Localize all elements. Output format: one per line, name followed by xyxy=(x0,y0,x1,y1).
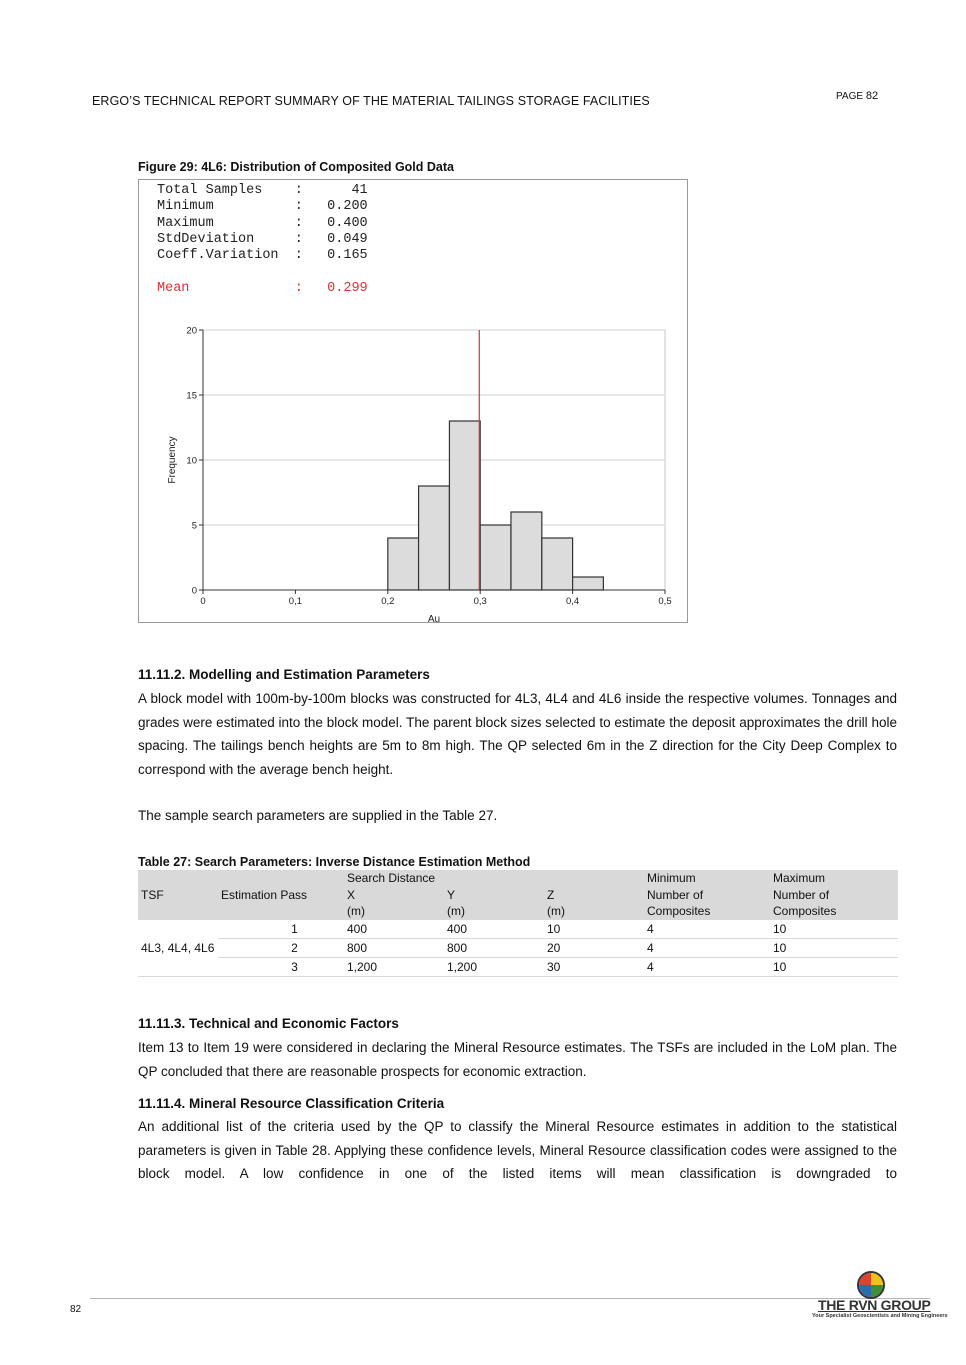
y-label: Y xyxy=(447,887,456,902)
col-header-min-composites xyxy=(644,870,770,920)
histogram-bar xyxy=(419,486,450,590)
col-header-z xyxy=(544,887,644,920)
min-line-3: Composites xyxy=(647,904,711,918)
x-unit: (m) xyxy=(347,904,365,918)
cell-y: 400 xyxy=(444,920,544,939)
y-unit: (m) xyxy=(447,904,465,918)
cell-z: 30 xyxy=(544,957,644,976)
x-tick-label: 0,5 xyxy=(658,596,672,607)
cell-pass: 1 xyxy=(218,920,344,939)
y-tick-label: 15 xyxy=(186,390,197,402)
table-caption: Table 27: Search Parameters: Inverse Distance Estimation Method xyxy=(138,855,531,869)
cell-y: 1,200 xyxy=(444,957,544,976)
col-header-tsf: TSF xyxy=(138,870,218,920)
cell-min: 4 xyxy=(644,938,770,957)
table-row xyxy=(138,938,898,957)
figure-caption: Figure 29: 4L6: Distribution of Composited Gold Data xyxy=(138,160,454,174)
paragraph-search-ref: The sample search parameters are supplied in the Table 27. xyxy=(138,808,498,823)
stat-total-label: Total Samples xyxy=(157,183,263,198)
paragraph-technical-economic: Item 13 to Item 19 were considered in declaring the Mineral Resource estimates. The TSFs are included in the LoM plan. The QP concluded that there are reasonable prospects for economic extraction. xyxy=(138,1040,897,1079)
histogram-bar xyxy=(388,538,419,590)
x-axis-title: Au xyxy=(427,614,441,622)
stat-coeff-label: Coeff.Variation xyxy=(157,248,279,264)
stat-maximum-value: 0.400 xyxy=(327,215,368,231)
x-label: X xyxy=(347,887,356,902)
cell-pass: 3 xyxy=(218,957,344,976)
page-label: PAGE xyxy=(836,91,864,102)
col-header-search-distance xyxy=(344,870,644,920)
paragraph-classification: An additional list of the criteria used by the QP to classify the Mineral Resource estimates in addition to the statistical parameters is given in Table 28. Applying these confidence levels, Mineral Resource classification codes were assigned to the block model. A low confidence in one of the listed items will mean classification is downgraded to xyxy=(138,1119,897,1181)
search-distance-label: Search Distance xyxy=(347,871,436,885)
stat-stddev-label: StdDeviation xyxy=(157,231,255,247)
cell-tsf: 4L3, 4L4, 4L6 xyxy=(138,920,218,977)
cell-x: 1,200 xyxy=(344,957,444,976)
cell-max: 10 xyxy=(770,938,898,957)
table-row xyxy=(138,957,898,976)
histogram-bar xyxy=(542,538,573,590)
page-number: 82 xyxy=(865,90,879,102)
table-header-row xyxy=(138,870,898,920)
paragraph-modelling: A block model with 100m-by-100m blocks was constructed for 4L3, 4L4 and 4L6 inside the respective volumes. Tonnages and grades were estimated into the block model. The parent block sizes selected to estimate the deposit approximates the drill hole spacing. The tailings bench heights are 5m to 8m high. The QP selected 6m in the Z direction for the City Deep Complex to correspond with the average bench height. xyxy=(138,691,897,777)
cell-y: 800 xyxy=(444,938,544,957)
cell-max: 10 xyxy=(770,920,898,939)
x-tick-label: 0,4 xyxy=(565,596,580,607)
stats-block: Total Samples : 41 Minimum : 0.200 Maximum : 0.400 StdDeviation : 0.049 Coeff.Variation : 0.165 Mean : 0.299 xyxy=(157,183,368,296)
col-header-x xyxy=(344,887,444,920)
y-tick-label: 5 xyxy=(191,520,197,532)
x-tick-label: 0 xyxy=(200,596,206,607)
y-tick-label: 10 xyxy=(186,455,197,467)
stat-mean-label: Mean xyxy=(157,280,190,296)
cell-min: 4 xyxy=(644,920,770,939)
footer-page-number: 82 xyxy=(70,1304,82,1315)
cell-z: 10 xyxy=(544,920,644,939)
histogram-chart xyxy=(139,180,687,622)
histogram-bar xyxy=(511,512,542,590)
logo-name: THE RVN GROUP xyxy=(818,1297,931,1313)
cell-x: 800 xyxy=(344,938,444,957)
cell-x: 400 xyxy=(344,920,444,939)
stat-maximum-label: Maximum xyxy=(157,215,214,231)
section-heading-11-11-2: 11.11.2. Modelling and Estimation Parameters xyxy=(138,667,430,682)
x-tick-label: 0,2 xyxy=(381,596,395,607)
stat-total-value: 41 xyxy=(351,183,368,198)
col-header-max-composites xyxy=(770,870,898,920)
min-line-1: Minimum xyxy=(647,871,696,885)
x-tick-label: 0,3 xyxy=(473,596,487,607)
histogram-bar xyxy=(573,577,604,590)
figure-frame xyxy=(138,179,688,623)
section-heading-11-11-3: 11.11.3. Technical and Economic Factors xyxy=(138,1016,399,1031)
table-row xyxy=(138,920,898,939)
min-line-2: Number of xyxy=(647,887,704,902)
max-line-1: Maximum xyxy=(773,871,826,885)
stat-coeff-value: 0.165 xyxy=(327,248,368,264)
rvn-logo-icon xyxy=(856,1270,886,1300)
section-heading-11-11-4: 11.11.4. Mineral Resource Classification Criteria xyxy=(138,1096,445,1111)
col-header-pass: Estimation Pass xyxy=(218,870,344,920)
histogram-bar xyxy=(449,421,480,590)
footer-divider xyxy=(90,1298,930,1299)
stat-minimum-value: 0.200 xyxy=(327,199,368,215)
stat-stddev-value: 0.049 xyxy=(327,231,368,247)
histogram-bar xyxy=(480,525,511,590)
z-unit: (m) xyxy=(547,904,565,918)
cell-max: 10 xyxy=(770,957,898,976)
search-parameters-table xyxy=(138,870,898,977)
y-tick-label: 20 xyxy=(186,325,197,337)
report-header-title: ERGO’S TECHNICAL REPORT SUMMARY OF THE MATERIAL TAILINGS STORAGE FACILITIES xyxy=(92,94,650,108)
max-line-2: Number of xyxy=(773,887,830,902)
x-tick-label: 0,1 xyxy=(288,596,303,607)
cell-pass: 2 xyxy=(218,938,344,957)
y-tick-label: 0 xyxy=(191,585,197,597)
header-page-number xyxy=(836,90,878,102)
y-axis-title: Frequency xyxy=(167,436,178,484)
logo-tagline: Your Specialist Geoscientists and Mining Engineers xyxy=(812,1313,948,1319)
z-label: Z xyxy=(547,887,555,902)
stat-minimum-label: Minimum xyxy=(157,199,214,215)
col-header-y xyxy=(444,887,544,920)
cell-z: 20 xyxy=(544,938,644,957)
cell-min: 4 xyxy=(644,957,770,976)
max-line-3: Composites xyxy=(773,904,837,918)
stat-mean-value: 0.299 xyxy=(327,280,368,296)
